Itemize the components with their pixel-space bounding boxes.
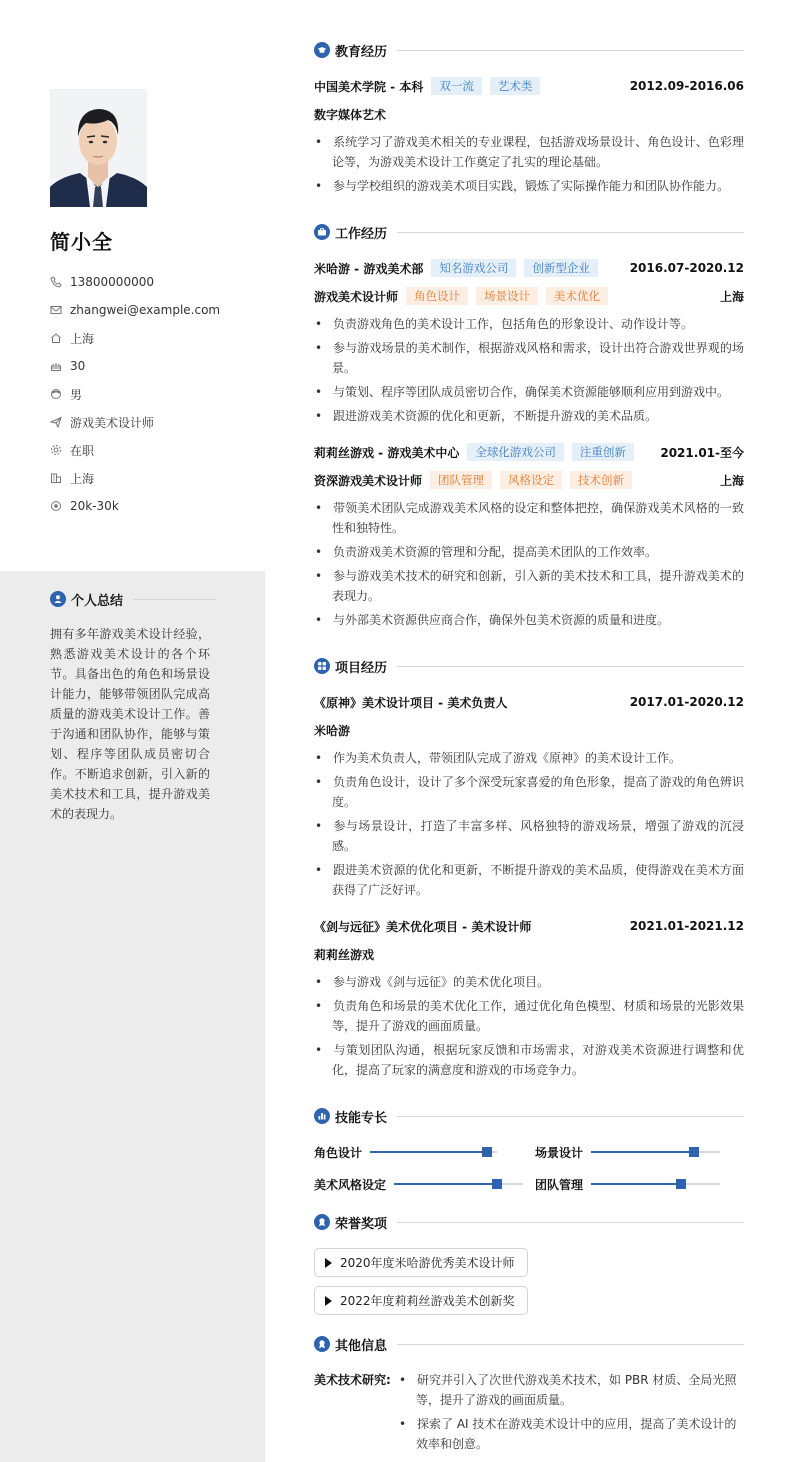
mail-icon (50, 304, 62, 316)
project-bullets (314, 972, 744, 1084)
location-text: 上海 (70, 331, 95, 346)
divider (397, 232, 744, 233)
salary-row (50, 492, 260, 520)
skill-bar-knob (482, 1147, 492, 1157)
work-title: 工作经历 (335, 226, 388, 242)
other-bullets (398, 1370, 744, 1458)
summary-icon (50, 591, 66, 607)
summary-title: 个人总结 (71, 593, 124, 609)
project-row (314, 916, 744, 936)
project-icon (314, 658, 330, 674)
project-date: 2017.01-2020.12 (629, 695, 744, 709)
list-item: • 负责游戏美术资源的管理和分配，提高美术团队的工作效率。 (314, 542, 744, 562)
award-item[interactable] (314, 1248, 528, 1277)
role-tag: 美术优化 (546, 287, 608, 305)
role-tag: 技术创新 (570, 471, 632, 489)
other-section-header (314, 1335, 744, 1353)
job-date: 2021.01-至今 (660, 445, 744, 460)
candidate-name: 简小全 (50, 230, 113, 254)
work-section-header (314, 223, 744, 241)
other-label: 美术技术研究: (314, 1373, 391, 1387)
work-icon (314, 224, 330, 240)
email-row (50, 296, 260, 324)
list-item: • 参与游戏《剑与远征》的美术优化项目。 (314, 972, 744, 992)
skill-bar (591, 1151, 720, 1153)
divider (133, 599, 217, 600)
list-item: • 系统学习了游戏美术相关的专业课程，包括游戏场景设计、角色设计、色彩理论等，为游戏美术设计工作奠定了扎实的理论基础。 (314, 132, 744, 172)
divider (397, 666, 744, 667)
role-tag: 角色设计 (406, 287, 468, 305)
list-item: • 与策划、程序等团队成员密切合作，确保美术资源能够顺利应用到游戏中。 (314, 382, 744, 402)
skill-bar (370, 1151, 497, 1153)
award-icon (314, 1214, 330, 1230)
job-city: 上海 (719, 289, 744, 304)
project-date: 2021.01-2021.12 (629, 919, 744, 933)
project-org-row (314, 944, 744, 964)
project-name: 《原神》美术设计项目 - 美术负责人 (314, 695, 508, 710)
play-icon (325, 1258, 332, 1268)
age-text: 30 (70, 359, 86, 373)
list-item: • 作为美术负责人，带领团队完成了游戏《原神》的美术设计工作。 (314, 748, 744, 768)
list-item: • 参与游戏场景的美术制作，根据游戏风格和需求，设计出符合游戏世界观的场景。 (314, 338, 744, 378)
list-item: • 与外部美术资源供应商合作，确保外包美术资源的质量和进度。 (314, 610, 744, 630)
list-item: • 跟进美术资源的优化和更新，不断提升游戏的美术品质，使得游戏在美术方面获得了广泛好评。 (314, 860, 744, 900)
list-item: • 负责游戏角色的美术设计工作，包括角色的形象设计、动作设计等。 (314, 314, 744, 334)
job-date: 2016.07-2020.12 (629, 261, 744, 275)
gender-row (50, 380, 260, 408)
project-title: 项目经历 (335, 660, 388, 676)
list-item: • 与策划团队沟通，根据玩家反馈和市场需求，对游戏美术资源进行调整和优化，提高了玩家的满意度和游戏的市场竞争力。 (314, 1040, 744, 1080)
skill-bar-fill (370, 1151, 487, 1153)
company-name: 米哈游 - 游戏美术部 (314, 261, 424, 276)
award-label: 2020年度米哈游优秀美术设计师 (340, 1256, 515, 1270)
award-item[interactable] (314, 1286, 528, 1315)
job-city: 上海 (719, 473, 744, 488)
status-icon (50, 444, 62, 456)
award-section-header (314, 1213, 744, 1231)
skill-bar-fill (591, 1183, 681, 1185)
list-item: • 参与游戏美术技术的研究和创新，引入新的美术技术和工具，提升游戏美术的表现力。 (314, 566, 744, 606)
list-item: • 跟进游戏美术资源的优化和更新，不断提升游戏的美术品质。 (314, 406, 744, 426)
education-row (314, 76, 744, 96)
award-title: 荣誉奖项 (335, 1216, 388, 1232)
contact-info-list (50, 268, 260, 520)
position-icon (50, 416, 62, 428)
list-item: • 带领美术团队完成游戏美术风格的设定和整体把控，确保游戏美术风格的一致性和独特性。 (314, 498, 744, 538)
skill-item (535, 1176, 720, 1192)
divider (397, 1222, 744, 1223)
project-name: 《剑与远征》美术优化项目 - 美术设计师 (314, 919, 532, 934)
role-tag: 风格设定 (500, 471, 562, 489)
education-date: 2012.09-2016.06 (629, 79, 744, 93)
avatar (50, 89, 147, 207)
skill-name: 团队管理 (535, 1177, 584, 1192)
age-row (50, 352, 260, 380)
email-text: zhangwei@example.com (70, 303, 221, 317)
city-text: 上海 (70, 471, 95, 486)
summary-section-header (50, 590, 217, 608)
job-role-row (314, 286, 744, 306)
phone-text: 13800000000 (70, 275, 154, 289)
list-item: • 探索了 AI 技术在游戏美术设计中的应用，提高了美术设计的效率和创意。 (398, 1414, 744, 1454)
city-row (50, 464, 260, 492)
skill-bar-knob (689, 1147, 699, 1157)
skill-bar-knob (676, 1179, 686, 1189)
skill-item (535, 1144, 720, 1160)
other-icon (314, 1336, 330, 1352)
divider (397, 1116, 744, 1117)
home-icon (50, 332, 62, 344)
job-company-row (314, 258, 744, 278)
company-tag: 注重创新 (572, 443, 634, 461)
role-tag: 场景设计 (476, 287, 538, 305)
school-tag: 艺术类 (490, 77, 541, 95)
skill-bar-knob (492, 1179, 502, 1189)
role-tag: 团队管理 (430, 471, 492, 489)
salary-text: 20k-30k (70, 499, 119, 513)
city-icon (50, 472, 62, 484)
major-name: 数字媒体艺术 (314, 107, 387, 122)
position-text: 游戏美术设计师 (70, 415, 155, 430)
company-tag: 创新型企业 (524, 259, 598, 277)
gender-text: 男 (70, 387, 83, 402)
summary-text: 拥有多年游戏美术设计经验，熟悉游戏美术设计的各个环节。具备出色的角色和场景设计能力，能够带领团队完成高质量的游戏美术设计工作。善于沟通和团队协作，能够与策划、程序等团队成员密切合作。不断追求创新，引入新的美术技术和工具，提升游戏美术的表现力。 (50, 627, 210, 821)
award-label: 2022年度莉莉丝游戏美术创新奖 (340, 1294, 515, 1308)
job-role: 资深游戏美术设计师 (314, 473, 423, 488)
phone-icon (50, 276, 62, 288)
project-bullets (314, 748, 744, 904)
play-icon (325, 1296, 332, 1306)
skill-bar (591, 1183, 720, 1185)
phone-row (50, 268, 260, 296)
job-company-row (314, 442, 744, 462)
other-title: 其他信息 (335, 1338, 388, 1354)
school-name: 中国美术学院 - 本科 (314, 79, 424, 94)
education-bullets (314, 132, 744, 200)
company-name: 莉莉丝游戏 - 游戏美术中心 (314, 445, 460, 460)
skill-name: 场景设计 (535, 1145, 584, 1160)
location-row (50, 324, 260, 352)
skill-icon (314, 1108, 330, 1124)
list-item: • 负责角色设计，设计了多个深受玩家喜爱的角色形象，提高了游戏的角色辨识度。 (314, 772, 744, 812)
job-bullets (314, 314, 744, 430)
salary-icon (50, 500, 62, 512)
project-org-row (314, 720, 744, 740)
project-org: 莉莉丝游戏 (314, 947, 375, 962)
company-tag: 知名游戏公司 (431, 259, 516, 277)
education-title: 教育经历 (335, 44, 388, 60)
position-row (50, 408, 260, 436)
list-item: • 参与学校组织的游戏美术项目实践，锻炼了实际操作能力和团队协作能力。 (314, 176, 744, 196)
skill-bar (394, 1183, 523, 1185)
list-item: • 负责角色和场景的美术优化工作，通过优化角色模型、材质和场景的光影效果等，提升了游戏的画面质量。 (314, 996, 744, 1036)
skill-item (314, 1176, 523, 1192)
project-org: 米哈游 (314, 723, 351, 738)
skill-item (314, 1144, 497, 1160)
education-section-header (314, 41, 744, 59)
skill-section-header (314, 1107, 744, 1125)
skill-bar-fill (591, 1151, 694, 1153)
skill-title: 技能专长 (335, 1110, 388, 1126)
project-section-header (314, 657, 744, 675)
skill-name: 角色设计 (314, 1145, 363, 1160)
major-row (314, 104, 744, 124)
status-row (50, 436, 260, 464)
job-bullets (314, 498, 744, 634)
project-row (314, 692, 744, 712)
list-item: • 参与场景设计，打造了丰富多样、风格独特的游戏场景，增强了游戏的沉浸感。 (314, 816, 744, 856)
skill-name: 美术风格设定 (314, 1177, 387, 1192)
age-icon (50, 360, 62, 372)
list-item: • 研究并引入了次世代游戏美术技术，如 PBR 材质、全局光照等，提升了游戏的画面质量。 (398, 1370, 744, 1410)
skill-bar-fill (394, 1183, 497, 1185)
status-text: 在职 (70, 443, 95, 458)
education-icon (314, 42, 330, 58)
school-tag: 双一流 (431, 77, 482, 95)
divider (397, 50, 744, 51)
gender-icon (50, 388, 62, 400)
divider (397, 1344, 744, 1345)
job-role-row (314, 470, 744, 490)
job-role: 游戏美术设计师 (314, 289, 399, 304)
company-tag: 全球化游戏公司 (467, 443, 564, 461)
